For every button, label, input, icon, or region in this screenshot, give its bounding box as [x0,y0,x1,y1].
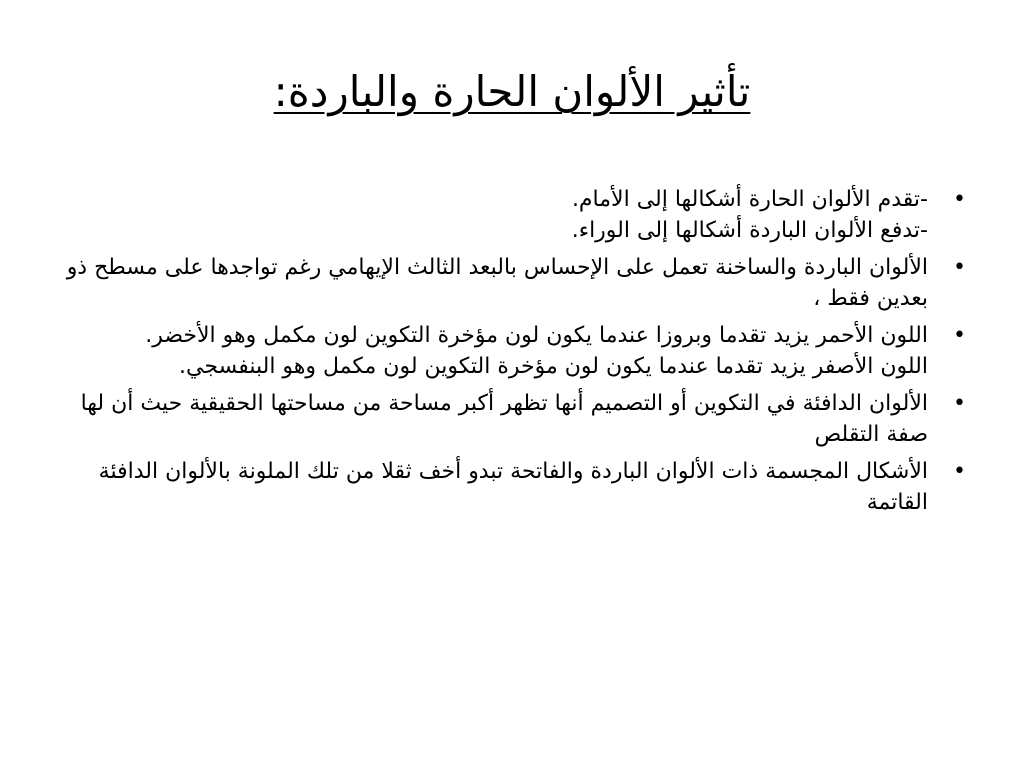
bullet-item [58,252,970,314]
bullet-line: -تقدم الألوان الحارة أشكالها إلى الأمام. [571,187,928,212]
slide-title: تأثير الألوان الحارة والباردة: [273,67,751,116]
bullet-marker: • [953,255,966,280]
bullet-line: اللون الأصفر يزيد تقدما عندما يكون لون مؤخرة التكوين لون مكمل وهو البنفسجي. [179,354,928,379]
bullet-line: اللون الأحمر يزيد تقدما وبروزا عندما يكون لون مؤخرة التكوين لون مكمل وهو الأخضر. [145,323,928,348]
bullet-marker: • [953,187,966,212]
bullet-line: الألوان الباردة والساخنة تعمل على الإحساس بالبعد الثالث الإيهامي رغم تواجدها على مسطح ذو بعدين فقط ، [66,255,928,311]
bullet-marker: • [953,459,966,484]
bullet-line: الأشكال المجسمة ذات الألوان الباردة والفاتحة تبدو أخف ثقلا من تلك الملونة بالألوان الدافئة القاتمة [98,459,928,515]
bullet-item [58,456,970,518]
bullet-marker: • [953,323,966,348]
bullet-line: -تدفع الألوان الباردة أشكالها إلى الوراء. [571,218,928,243]
bullet-marker: • [953,391,966,416]
bullet-list [58,184,970,524]
bullet-line: الألوان الدافئة في التكوين أو التصميم أنها تظهر أكبر مساحة من مساحتها الحقيقية حيث أن لها صفة التقلص [80,391,928,447]
bullet-item [58,184,970,246]
bullet-item [58,320,970,382]
bullet-item [58,388,970,450]
